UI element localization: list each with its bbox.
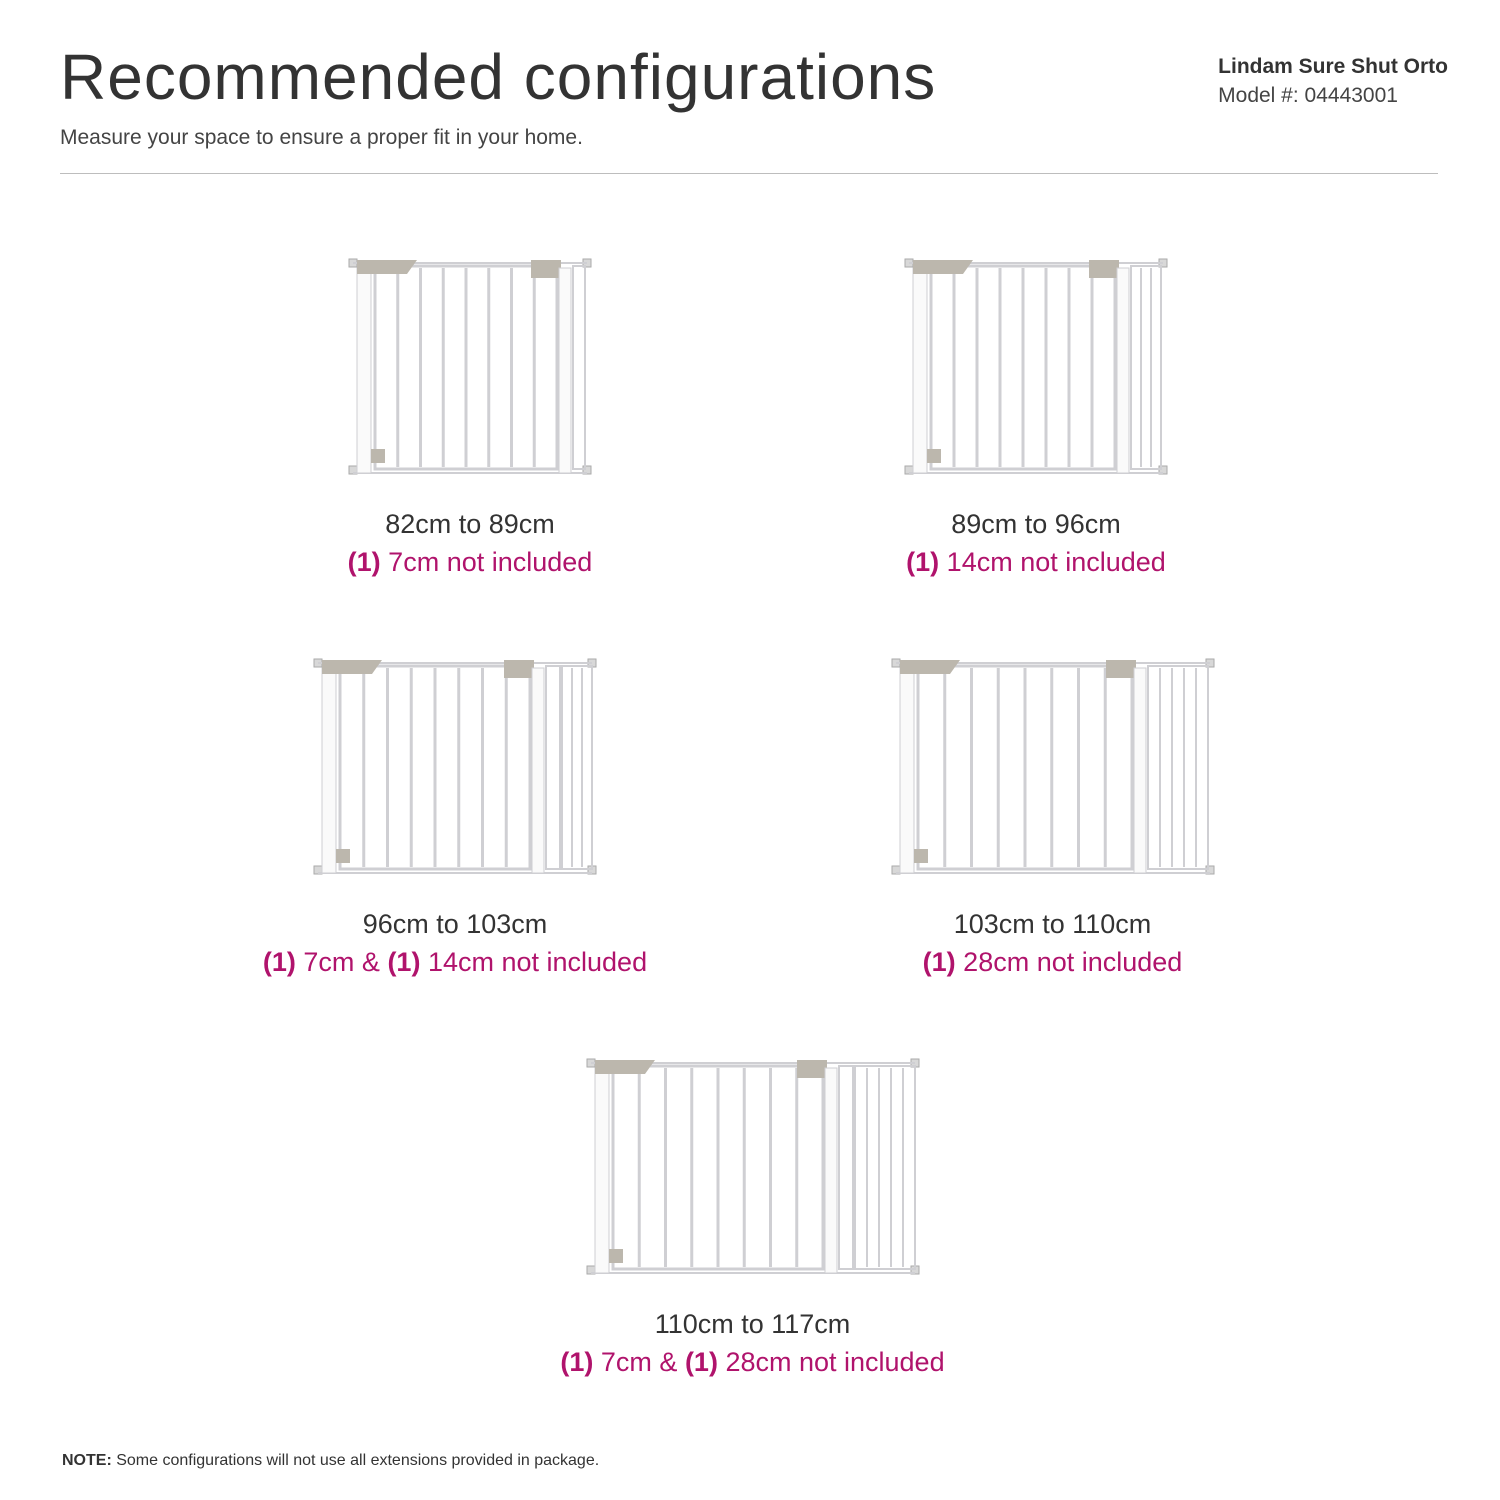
ext-suffix: not included: [493, 947, 648, 977]
config-extensions: [230, 943, 680, 981]
page-title: Recommended configurations: [60, 41, 937, 113]
qty-label: (1): [387, 947, 421, 977]
config-extensions: [300, 543, 640, 581]
ext-size: 7cm: [593, 1347, 652, 1377]
product-name: Lindam Sure Shut Orto: [1218, 55, 1448, 78]
gate-image-28cm: [888, 650, 1218, 885]
ext-amp: &: [354, 947, 388, 977]
qty-label: (1): [922, 947, 956, 977]
config-range: 110cm to 117cm: [654, 1309, 851, 1339]
page-subtitle: Measure your space to ensure a proper fit in your home.: [60, 126, 583, 149]
ext-size: 28cm: [717, 1347, 792, 1377]
footnote-label: NOTE:: [62, 1452, 112, 1469]
product-model: Model #: 04443001: [1218, 84, 1398, 107]
footnote-text: Some configurations will not use all extensions provided in package.: [111, 1452, 600, 1469]
header-divider: [60, 173, 1438, 174]
footnote: [62, 1452, 599, 1470]
ext-size: 14cm: [939, 547, 1013, 577]
ext-suffix: not included: [791, 1347, 945, 1377]
ext-suffix: not included: [439, 547, 593, 577]
config-range: 96cm to 103cm: [362, 909, 548, 939]
ext-size: 14cm: [420, 947, 494, 977]
gate-image-7cm-14cm: [310, 650, 600, 885]
product-info: [1218, 52, 1448, 110]
ext-size: 7cm: [295, 947, 355, 977]
config-1: [300, 250, 640, 581]
config-range: 89cm to 96cm: [951, 509, 1121, 539]
ext-size: 28cm: [955, 947, 1030, 977]
qty-label: (1): [684, 1347, 718, 1377]
qty-label: (1): [262, 947, 296, 977]
config-extensions: [866, 543, 1206, 581]
qty-label: (1): [347, 547, 381, 577]
config-extensions: [880, 943, 1225, 981]
gate-image-7cm: [345, 250, 595, 485]
config-range: 103cm to 110cm: [953, 909, 1152, 939]
ext-suffix: not included: [1012, 547, 1166, 577]
gate-image-7cm-28cm: [583, 1050, 923, 1285]
config-5: [525, 1050, 980, 1381]
config-3: [230, 650, 680, 981]
ext-suffix: not included: [1029, 947, 1183, 977]
config-4: [880, 650, 1225, 981]
config-2: [866, 250, 1206, 581]
config-extensions: [525, 1343, 980, 1381]
ext-amp: &: [651, 1347, 685, 1377]
qty-label: (1): [560, 1347, 594, 1377]
qty-label: (1): [906, 547, 940, 577]
ext-size: 7cm: [380, 547, 440, 577]
config-range: 82cm to 89cm: [385, 509, 555, 539]
gate-image-14cm: [901, 250, 1171, 485]
